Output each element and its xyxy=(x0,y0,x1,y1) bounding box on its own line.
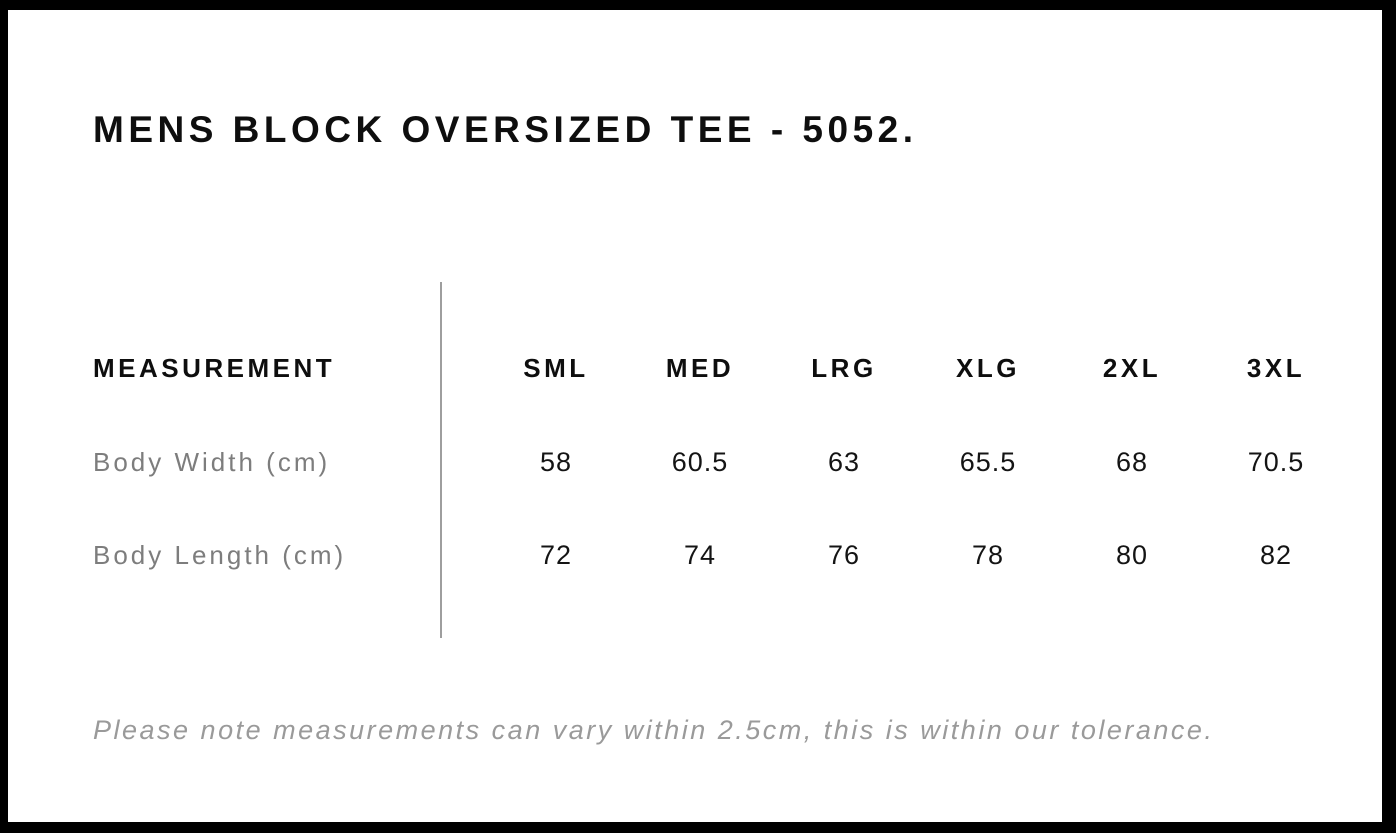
body-length-lrg: 76 xyxy=(827,539,861,570)
column-header-measurement: MEASUREMENT xyxy=(93,352,336,383)
body-width-lrg: 63 xyxy=(827,446,861,477)
column-header-xlg: XLG xyxy=(956,352,1020,383)
body-length-xlg: 78 xyxy=(971,539,1005,570)
column-header-med: MED xyxy=(665,352,735,383)
row-label-body-length: Body Length (cm) xyxy=(93,539,347,570)
column-header-sml: SML xyxy=(523,352,589,383)
column-header-3xl: 3XL xyxy=(1246,352,1306,383)
body-length-med: 74 xyxy=(683,539,717,570)
body-width-2xl: 68 xyxy=(1115,446,1149,477)
body-length-sml: 72 xyxy=(539,539,573,570)
body-width-xlg: 65.5 xyxy=(959,446,1017,477)
table-row-body-width xyxy=(8,440,1348,484)
row-label-body-width: Body Width (cm) xyxy=(93,446,331,477)
body-length-3xl: 82 xyxy=(1259,539,1293,570)
column-header-lrg: LRG xyxy=(811,352,877,383)
page-title: MENS BLOCK OVERSIZED TEE - 5052. xyxy=(93,109,918,150)
table-header-row xyxy=(8,346,1348,390)
body-width-med: 60.5 xyxy=(671,446,729,477)
column-header-2xl: 2XL xyxy=(1102,352,1162,383)
tolerance-note: Please note measurements can vary within 2.5cm, this is within our tolerance. xyxy=(93,715,1215,745)
body-width-sml: 58 xyxy=(539,446,573,477)
body-width-3xl: 70.5 xyxy=(1247,446,1305,477)
table-row-body-length xyxy=(8,533,1348,577)
body-length-2xl: 80 xyxy=(1115,539,1149,570)
